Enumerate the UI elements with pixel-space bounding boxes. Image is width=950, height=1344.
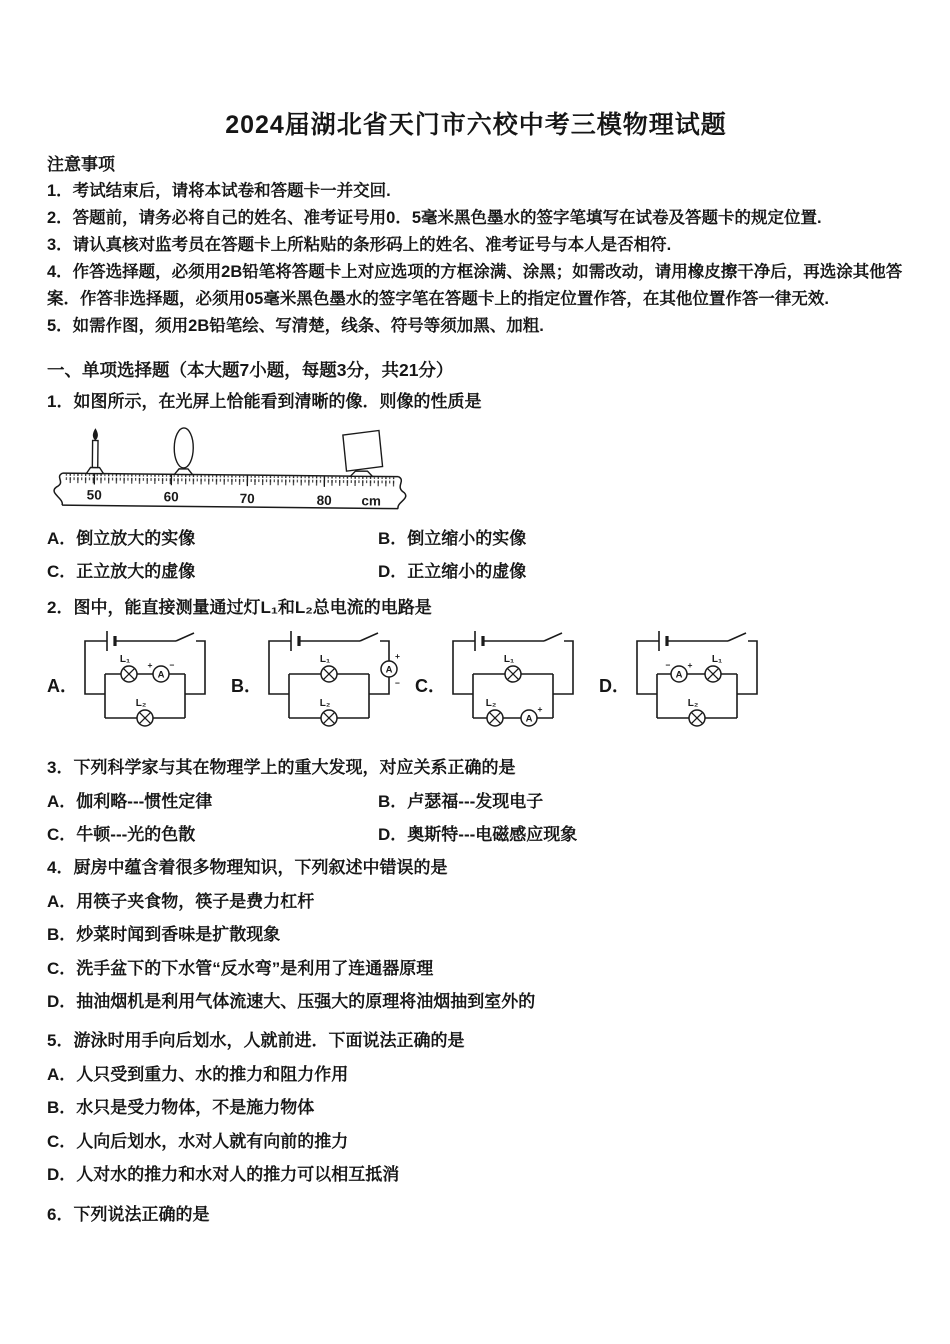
question-3-stem: 3．下列科学家与其在物理学上的重大发现，对应关系正确的是 bbox=[47, 758, 516, 778]
q2-circuits-row bbox=[47, 626, 905, 743]
ammeter-icon bbox=[521, 704, 543, 726]
q3-options-row-2 bbox=[47, 818, 905, 851]
q4-option-b: B．炒菜时闻到香味是扩散现象 bbox=[47, 925, 281, 945]
lamp1-label: L₁ bbox=[319, 654, 331, 666]
q3-option-c: C．牛顿---光的色散 bbox=[47, 825, 196, 845]
switch-icon bbox=[360, 633, 378, 641]
circuit-a-svg bbox=[77, 626, 217, 743]
q2-circuit-d bbox=[599, 626, 769, 743]
notice-item-2: 2．答题前，请务必将自己的姓名、准考证号用0．5毫米黑色墨水的签字笔填写在试卷及答题卡的规定位置. bbox=[47, 209, 822, 227]
q2-circuit-a bbox=[47, 626, 217, 743]
svg-text:+: + bbox=[395, 651, 400, 662]
circuit-b-svg bbox=[261, 626, 401, 743]
lamp1-icon bbox=[321, 666, 337, 682]
q1-option-b: B．倒立缩小的实像 bbox=[378, 529, 527, 548]
lamp2-label: L₂ bbox=[135, 698, 147, 710]
candle-icon bbox=[86, 429, 103, 474]
switch-icon bbox=[176, 633, 194, 641]
q5-option-b: B．水只是受力物体，不是施力物体 bbox=[47, 1098, 315, 1118]
svg-text:−: − bbox=[169, 660, 175, 671]
q2-circuit-b-label: B． bbox=[231, 675, 262, 696]
q3-option-d: D．奥斯特---电磁感应现象 bbox=[378, 825, 578, 845]
lamp2-label: L₂ bbox=[319, 698, 331, 710]
q2-circuit-c-label: C． bbox=[415, 675, 446, 696]
lamp1-label: L₁ bbox=[503, 654, 515, 666]
exam-title: 2024届湖北省天门市六校中考三模物理试题 bbox=[225, 111, 727, 139]
lens-icon bbox=[174, 428, 193, 475]
q1-option-a: A．倒立放大的实像 bbox=[47, 529, 196, 548]
svg-text:A: A bbox=[525, 713, 533, 725]
section-1-heading: 一、单项选择题（本大题7小题，每题3分，共21分） bbox=[47, 360, 454, 380]
notice-item-5: 5．如需作图，须用2B铅笔绘、写清楚，线条、符号等须加黑、加粗. bbox=[47, 317, 544, 335]
q2-circuit-a-label: A． bbox=[47, 675, 78, 696]
ruler-label-50: 50 bbox=[86, 487, 102, 503]
svg-text:A: A bbox=[157, 669, 165, 681]
q1-options-row-2 bbox=[47, 555, 905, 588]
ruler-label-70: 70 bbox=[239, 491, 255, 507]
q1-option-c: C．正立放大的虚像 bbox=[47, 562, 196, 582]
lamp1-icon bbox=[121, 666, 137, 682]
ruler-label-cm: cm bbox=[361, 493, 382, 509]
q2-circuit-c bbox=[415, 626, 585, 743]
q5-option-c: C．人向后划水，水对人就有向前的推力 bbox=[47, 1131, 349, 1151]
switch-icon bbox=[544, 633, 562, 641]
notice-item-3: 3．请认真核对监考员在答题卡上所粘贴的条形码上的姓名、准考证号与本人是否相符. bbox=[47, 236, 672, 254]
ruler-label-60: 60 bbox=[163, 489, 179, 505]
question-5-stem: 5．游泳时用手向后划水，人就前进．下面说法正确的是 bbox=[47, 1031, 465, 1051]
svg-text:−: − bbox=[665, 660, 671, 671]
question-1-stem: 1．如图所示，在光屏上恰能看到清晰的像．则像的性质是 bbox=[47, 392, 482, 411]
q4-option-c: C．洗手盆下的下水管“反水弯”是利用了连通器原理 bbox=[47, 958, 434, 978]
lamp2-icon bbox=[321, 710, 337, 726]
optical-bench-svg bbox=[46, 423, 415, 521]
svg-text:A: A bbox=[675, 669, 683, 681]
lamp2-icon bbox=[689, 710, 705, 726]
ammeter-icon bbox=[148, 660, 175, 682]
svg-text:+: + bbox=[687, 660, 693, 671]
lamp1-icon bbox=[705, 666, 721, 682]
switch-icon bbox=[728, 633, 746, 641]
notice-heading: 注意事项 bbox=[47, 155, 115, 174]
screen-icon bbox=[342, 430, 382, 476]
optical-bench-figure bbox=[47, 423, 905, 522]
q5-option-d: D．人对水的推力和水对人的推力可以相互抵消 bbox=[47, 1165, 400, 1185]
q3-option-b: B．卢瑟福---发现电子 bbox=[378, 791, 544, 811]
svg-text:+: + bbox=[537, 704, 543, 715]
question-6-stem: 6．下列说法正确的是 bbox=[47, 1204, 210, 1224]
lamp1-icon bbox=[505, 666, 521, 682]
q3-option-a: A．伽利略---惯性定律 bbox=[47, 791, 213, 811]
svg-text:+: + bbox=[147, 660, 153, 671]
ammeter-icon bbox=[666, 660, 693, 682]
q2-circuit-d-label: D． bbox=[599, 675, 630, 696]
q1-options-row-1 bbox=[47, 522, 905, 555]
question-2-stem: 2．图中，能直接测量通过灯L₁和L₂总电流的电路是 bbox=[47, 597, 432, 617]
circuit-d-svg bbox=[629, 626, 769, 743]
lamp1-label: L₁ bbox=[119, 654, 131, 666]
q1-option-d: D．正立缩小的虚像 bbox=[378, 562, 527, 582]
lamp2-label: L₂ bbox=[485, 698, 497, 710]
notice-item-4: 4．作答选择题，必须用2B铅笔将答题卡上对应选项的方框涂满、涂黑；如需改动，请用橡皮擦干净后，再选涂其他答案．作答非选择题，必须用05毫米黑色墨水的签字笔在答题卡上的指定位置作答，在其他位置作答一律无效. bbox=[47, 263, 903, 308]
q4-option-a: A．用筷子夹食物，筷子是费力杠杆 bbox=[47, 891, 315, 911]
notice-item-1: 1．考试结束后，请将本试卷和答题卡一并交回. bbox=[47, 182, 391, 200]
lamp2-icon bbox=[487, 710, 503, 726]
ammeter-icon bbox=[381, 651, 400, 688]
q4-option-d: D．抽油烟机是利用气体流速大、压强大的原理将油烟抽到室外的 bbox=[47, 992, 536, 1012]
ruler-label-80: 80 bbox=[316, 492, 332, 508]
q3-options-row-1 bbox=[47, 785, 905, 818]
svg-text:−: − bbox=[395, 678, 400, 689]
question-4-stem: 4．厨房中蕴含着很多物理知识，下列叙述中错误的是 bbox=[47, 858, 448, 878]
circuit-c-svg bbox=[445, 626, 585, 743]
q2-circuit-b bbox=[231, 626, 401, 743]
lamp1-label: L₁ bbox=[711, 654, 723, 666]
q5-option-a: A．人只受到重力、水的推力和阻力作用 bbox=[47, 1064, 349, 1084]
svg-text:A: A bbox=[385, 664, 393, 676]
lamp2-label: L₂ bbox=[687, 698, 699, 710]
lamp2-icon bbox=[137, 710, 153, 726]
